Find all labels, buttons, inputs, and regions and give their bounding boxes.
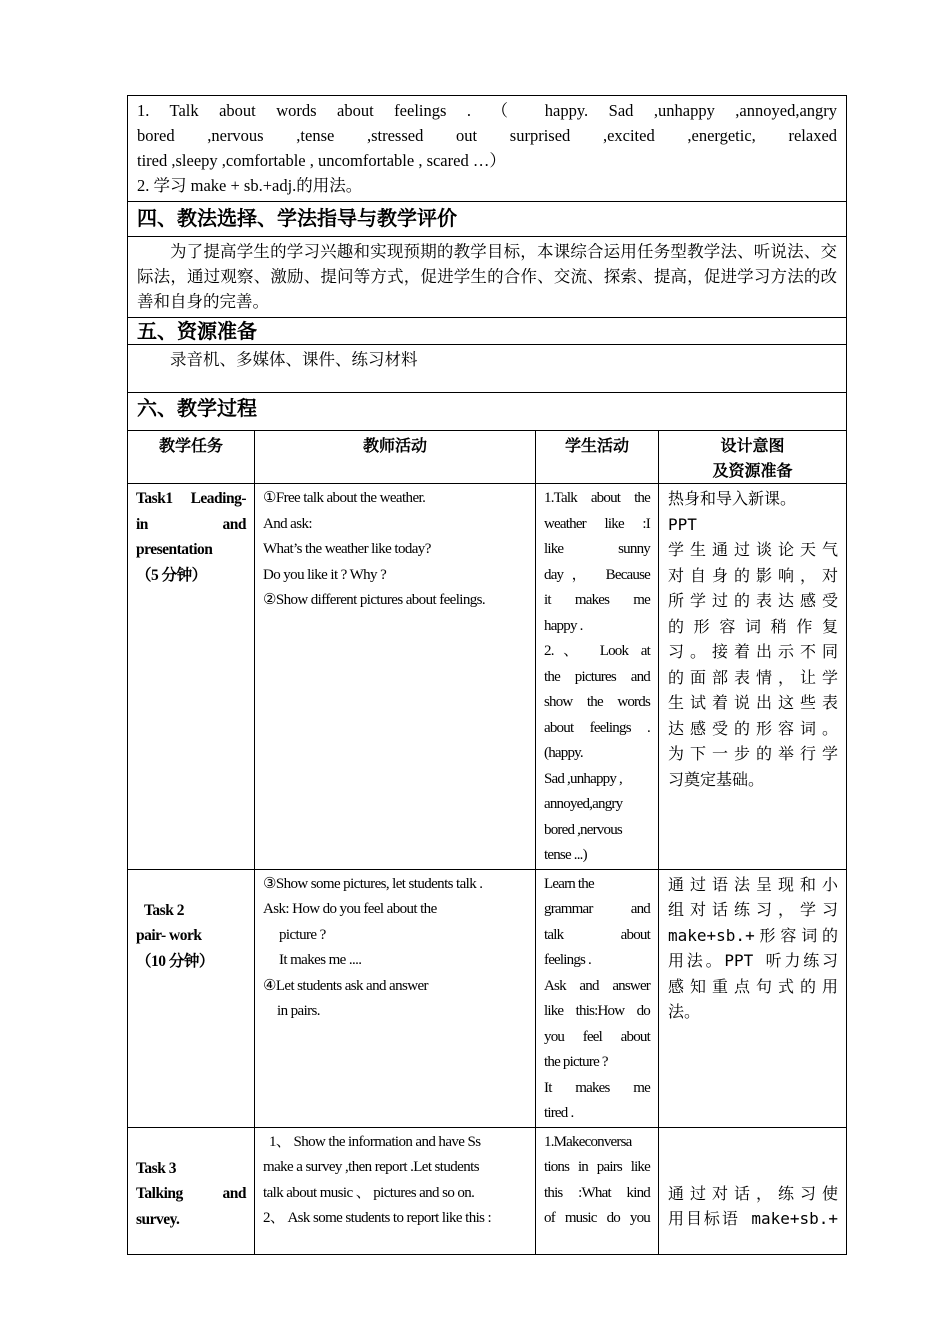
- column-header-intent-line: 设计意图: [720, 436, 785, 455]
- intent-text: 对自身的影响，对: [668, 565, 839, 585]
- table-row: [128, 1127, 847, 1254]
- intent-text: 的面部表情，让学: [668, 667, 839, 687]
- intent-text: 通过语法呈现和小: [668, 874, 839, 894]
- column-header-teacher: 教师活动: [255, 431, 536, 484]
- intent-text: 法。: [668, 1002, 701, 1021]
- table-row: [128, 869, 847, 1127]
- teacher-text: make a survey ,then report .Let students: [263, 1159, 479, 1175]
- objectives-line: 2. 学习 make + sb.+adj.的用法。: [137, 176, 363, 195]
- column-header-task: 教学任务: [128, 431, 255, 484]
- objectives-line: tired ,sleepy ,comfortable , uncomfortable , scared …）: [137, 151, 506, 170]
- task-text: pair- work: [136, 927, 202, 944]
- intent-text: 习奠定基础。: [668, 769, 765, 789]
- task-text: in and: [136, 515, 246, 533]
- teacher-text: And ask:: [263, 515, 312, 532]
- teacher-text: ④Let students ask and answer: [263, 977, 428, 994]
- objectives-line: bored ,nervous ,tense ,stressed out surprised ,excited ,energetic, relaxed: [137, 126, 838, 145]
- student-text: show the words: [544, 694, 650, 710]
- lesson-plan-table: [127, 95, 847, 1255]
- student-text: Ask and answer: [544, 977, 650, 994]
- column-header-student: 学生活动: [536, 431, 659, 484]
- student-text: day， Because: [544, 566, 650, 583]
- student-text: it makes me: [544, 592, 650, 608]
- task-text: Task 3: [136, 1159, 176, 1177]
- student-text: (happy.: [544, 745, 583, 761]
- student-text: grammar and: [544, 901, 650, 917]
- student-text: 2.、 Look at: [544, 643, 650, 659]
- intent-text: 热身和导入新课。: [668, 489, 797, 508]
- student-text: tired .: [544, 1105, 574, 1121]
- intent-text: make+sb.+形容词的: [668, 925, 839, 945]
- intent-text: 感知重点句式的用: [668, 976, 839, 996]
- task-cell: [128, 484, 255, 870]
- student-text: happy .: [544, 617, 583, 634]
- student-text: 1.Makeconversa: [544, 1133, 632, 1150]
- intent-text: PPT: [668, 514, 697, 534]
- student-cell: [536, 484, 659, 870]
- task-text: （10 分钟）: [136, 952, 214, 970]
- student-text: you feel about: [544, 1028, 650, 1045]
- intent-cell: [659, 484, 847, 870]
- teacher-text: picture ?: [279, 926, 326, 943]
- teacher-text: Do you like it ? Why ?: [263, 566, 387, 583]
- section-body: [128, 237, 847, 318]
- intent-cell: [659, 869, 847, 1127]
- table-row: [128, 484, 847, 870]
- objectives-cell: [128, 96, 847, 202]
- student-cell: [536, 869, 659, 1127]
- student-text: It makes me: [544, 1079, 650, 1096]
- teacher-cell: [255, 484, 536, 870]
- student-cell: [536, 1127, 659, 1254]
- intent-text: 用法。PPT 听力练习: [668, 951, 839, 970]
- student-text: like this:How do: [544, 1003, 650, 1019]
- intent-cell: [659, 1127, 847, 1254]
- task-text: Talking and: [136, 1185, 246, 1202]
- teacher-cell: [255, 869, 536, 1127]
- intent-text: 为下一步的举行学: [668, 744, 839, 763]
- teacher-text: in pairs.: [277, 1003, 320, 1019]
- task-text: presentation: [136, 541, 213, 558]
- student-text: of music do you: [544, 1210, 650, 1226]
- teacher-cell: [255, 1127, 536, 1254]
- student-text: talk about: [544, 926, 650, 943]
- teacher-text: talk about music 、 pictures and so on.: [263, 1184, 475, 1201]
- teacher-text: It makes me ....: [279, 952, 362, 968]
- student-text: the picture ?: [544, 1054, 608, 1070]
- student-text: 1.Talk about the: [544, 490, 650, 506]
- task-cell: [128, 1127, 255, 1254]
- intent-text: 通过对话，练习使: [668, 1183, 839, 1203]
- intent-text: 习。接着出示不同: [668, 642, 839, 661]
- task-text: （5 分钟）: [136, 566, 207, 584]
- student-text: annoyed,angry: [544, 796, 623, 812]
- intent-text: 所学过的表达感受: [668, 591, 839, 610]
- student-text: weather like :I: [544, 515, 650, 532]
- intent-text: 组对话练习，学习: [668, 900, 839, 919]
- section-heading: 六、教学过程: [128, 393, 847, 431]
- teacher-text: ①Free talk about the weather.: [263, 490, 426, 506]
- student-text: Learn the: [544, 875, 594, 892]
- column-header-intent: [659, 431, 847, 484]
- teacher-text: What’s the weather like today?: [263, 541, 431, 557]
- section-body-text: 录音机、多媒体、课件、练习材料: [170, 350, 418, 369]
- student-text: Sad ,unhappy ,: [544, 770, 622, 787]
- student-text: tense ...): [544, 847, 587, 863]
- teacher-text: 2、 Ask some students to report like this :: [263, 1210, 492, 1226]
- teacher-text: Ask: How do you feel about the: [263, 901, 437, 917]
- intent-text: 学生通过谈论天气: [668, 540, 839, 559]
- student-text: this :What kind: [544, 1184, 650, 1201]
- task-cell: [128, 869, 255, 1127]
- section-heading: 四、教法选择、学法指导与教学评价: [128, 202, 847, 237]
- section-body-text: 为了提高学生的学习兴趣和实现预期的教学目标，本课综合运用任务型教学法、听说法、交际法，通过观察、激励、提问等方式，促进学生的合作、交流、探索、提高，促进学习方法的改善和自身的完善。: [137, 242, 838, 311]
- student-text: tions in pairs like: [544, 1159, 650, 1175]
- column-header-intent-line: 及资源准备: [712, 461, 793, 480]
- intent-text: 达感受的形容词。: [668, 718, 839, 738]
- section-body: [128, 345, 847, 393]
- task-text: Task1 Leading-: [136, 490, 246, 507]
- lesson-plan-document: [127, 95, 846, 1255]
- teacher-text: ③Show some pictures, let students talk .: [263, 875, 483, 892]
- intent-text: 的形容词稍作复: [668, 616, 839, 636]
- intent-text: 用目标语 make+sb.+: [668, 1209, 839, 1228]
- student-text: like sunny: [544, 541, 650, 557]
- student-text: the pictures and: [544, 668, 650, 685]
- teacher-text: 1、 Show the information and have Ss: [269, 1133, 481, 1150]
- student-text: feelings .: [544, 952, 591, 968]
- student-text: about feelings .: [544, 719, 650, 736]
- objectives-line: 1. Talk about words about feelings . （ happy. Sad ,unhappy ,annoyed,angry: [137, 101, 838, 120]
- section-heading: 五、资源准备: [128, 318, 847, 345]
- student-text: bored ,nervous: [544, 821, 622, 838]
- task-text: survey.: [136, 1210, 180, 1228]
- intent-text: 生试着说出这些表: [668, 693, 839, 712]
- teacher-text: ②Show different pictures about feelings.: [263, 592, 486, 608]
- task-text: Task 2: [144, 901, 184, 919]
